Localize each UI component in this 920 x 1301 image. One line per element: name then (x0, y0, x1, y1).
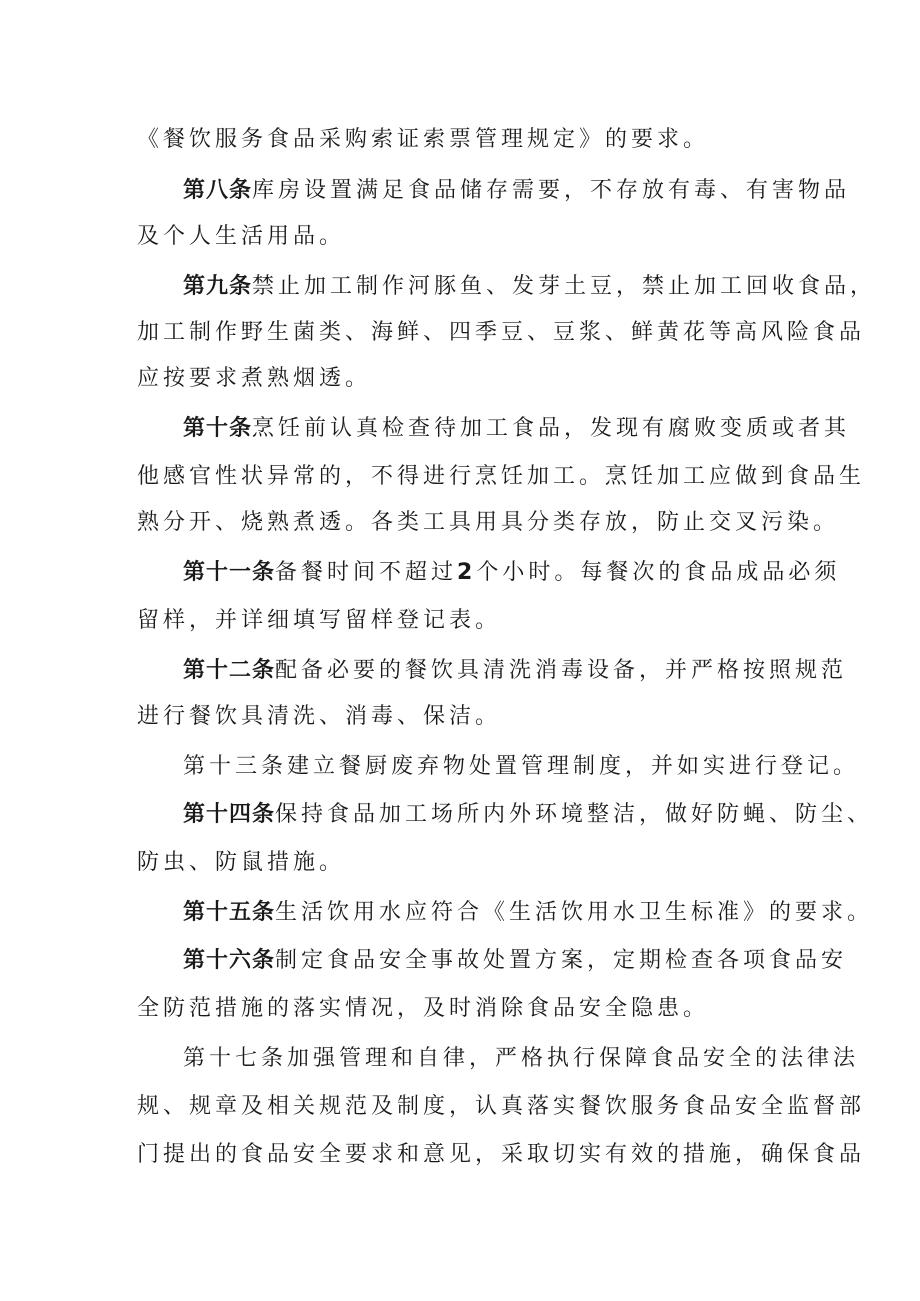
article-15-line-1 (0, 898, 920, 928)
article-11-text-a: 备餐时间不超过 (275, 560, 458, 585)
article-9-text-3: 应按要求煮熟烟透。 (137, 366, 372, 391)
article-10-line-3 (0, 508, 920, 538)
article-10-text: 烹饪前认真检查待加工食品，发现有腐败变质或者其 (252, 416, 851, 441)
article-17-text: 第十七条加强管理和自律，严格执行保障食品安全的法律法 (183, 1046, 860, 1071)
article-12-line-2 (0, 702, 920, 732)
article-8-line-1 (0, 176, 920, 206)
article-16-text: 制定食品安全事故处置方案，定期检查各项食品安 (275, 948, 848, 973)
intro-line (0, 125, 920, 155)
article-9-text: 禁止加工制作河豚鱼、发芽土豆，禁止加工回收食品， (252, 274, 877, 299)
article-11-text-2: 留样，并详细填写留样登记表。 (137, 608, 502, 633)
article-10-text-3: 熟分开、烧熟煮透。各类工具用具分类存放，防止交叉污染。 (137, 510, 840, 535)
article-9-line-3 (0, 364, 920, 394)
article-9-line-1 (0, 272, 920, 302)
article-9-text-2: 加工制作野生菌类、海鲜、四季豆、豆浆、鲜黄花等高风险食品 (137, 320, 866, 345)
article-11-heading: 第十一条 (183, 560, 276, 585)
article-12-text: 配备必要的餐饮具清洗消毒设备，并严格按照规范 (275, 658, 848, 683)
article-13-line-1 (0, 752, 920, 782)
article-9-heading: 第九条 (183, 274, 253, 299)
article-16-line-2 (0, 994, 920, 1024)
article-15-heading: 第十五条 (183, 900, 276, 925)
intro-text: 《餐饮服务食品采购索证索票管理规定》的要求。 (137, 127, 710, 152)
article-10-line-2 (0, 462, 920, 492)
article-12-heading: 第十二条 (183, 658, 276, 683)
article-10-heading: 第十条 (183, 416, 253, 441)
article-8-line-2 (0, 222, 920, 252)
article-8-heading: 第八条 (183, 178, 253, 203)
article-14-line-2 (0, 848, 920, 878)
article-14-heading: 第十四条 (183, 802, 276, 827)
article-17-text-3: 门提出的食品安全要求和意见，采取切实有效的措施，确保食品 (137, 1142, 866, 1167)
article-13-text: 第十三条建立餐厨废弃物处置管理制度，并如实进行登记。 (183, 754, 860, 779)
article-14-text-2: 防虫、防鼠措施。 (137, 850, 346, 875)
article-17-line-3 (0, 1140, 920, 1170)
article-11-number: 2 (457, 560, 477, 585)
article-10-line-1 (0, 414, 920, 444)
article-12-text-2: 进行餐饮具清洗、消毒、保洁。 (137, 704, 502, 729)
article-14-text: 保持食品加工场所内外环境整洁，做好防蝇、防尘、 (275, 802, 874, 827)
article-17-line-1 (0, 1044, 920, 1074)
article-8-text: 库房设置满足食品储存需要，不存放有毒、有害物品 (252, 178, 851, 203)
article-17-text-2: 规、规章及相关规范及制度，认真落实餐饮服务食品安全监督部 (137, 1094, 866, 1119)
article-16-heading: 第十六条 (183, 948, 276, 973)
article-8-text-2: 及个人生活用品。 (137, 224, 346, 249)
article-12-line-1 (0, 656, 920, 686)
article-16-text-2: 全防范措施的落实情况，及时消除食品安全隐患。 (137, 996, 710, 1021)
article-9-line-2 (0, 318, 920, 348)
article-14-line-1 (0, 800, 920, 830)
article-16-line-1 (0, 946, 920, 976)
article-15-text: 生活饮用水应符合《生活饮用水卫生标准》的要求。 (275, 900, 874, 925)
article-10-text-2: 他感官性状异常的，不得进行烹饪加工。烹饪加工应做到食品生 (137, 464, 866, 489)
article-11-line-1 (0, 558, 920, 588)
article-17-line-2 (0, 1092, 920, 1122)
article-11-text-b: 个小时。每餐次的食品成品必须 (476, 560, 841, 585)
article-11-line-2 (0, 606, 920, 636)
